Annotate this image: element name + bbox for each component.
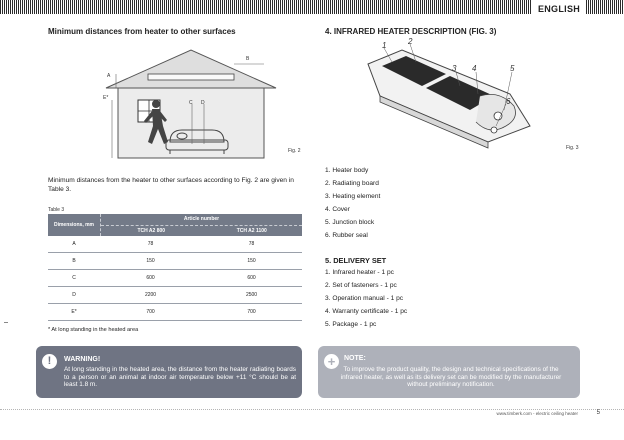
table-footnote: * At long standing in the heated area (48, 327, 139, 333)
table-header (48, 214, 302, 236)
distances-paragraph: Minimum distances from the heater to other surfaces according to Fig. 2 are given in Table 3. (48, 177, 294, 193)
table-row (48, 287, 302, 304)
footer-divider (0, 409, 624, 410)
cell-dim: B (72, 258, 76, 264)
margin-mark (4, 322, 8, 323)
note-box (318, 346, 580, 398)
list-item: 4. Cover (325, 206, 350, 213)
callout-5: 5 (510, 64, 515, 73)
label-D: D (201, 100, 205, 106)
cell-800: 700 (146, 309, 155, 315)
callout-3: 3 (452, 64, 457, 73)
warning-box (36, 346, 302, 398)
plus-icon: + (324, 354, 339, 369)
callout-6: 6 (506, 97, 511, 106)
table-row (48, 270, 302, 287)
label-C: C (189, 100, 193, 106)
label-B: B (246, 56, 250, 62)
cell-800: 600 (146, 275, 155, 281)
callout-4: 4 (472, 64, 477, 73)
warning-title: WARNING! (64, 356, 101, 363)
section-title-distances: Minimum distances from heater to other surfaces (48, 27, 236, 36)
house-roof (106, 50, 276, 88)
warning-text: At long standing in the heated area, the distance from the heater radiating boards to a person or an animal at indoor air temperature below +11 °C should be at least 1.8 m. (64, 366, 296, 389)
cell-800: 78 (147, 241, 154, 247)
fig-3-label: Fig. 3 (566, 145, 579, 151)
cell-dim: C (72, 275, 76, 281)
delivery-list (325, 266, 407, 331)
house-diagram (100, 48, 282, 160)
parts-list (325, 164, 380, 242)
callout-2: 2 (408, 37, 413, 46)
table-row (48, 253, 302, 270)
col-model-1100: TCH A2 1100 (236, 227, 267, 234)
fig-2-label: Fig. 2 (288, 148, 301, 154)
list-item: 3. Heating element (325, 193, 381, 200)
list-item: 3. Operation manual - 1 pc (325, 295, 404, 302)
list-item: 6. Rubber seal (325, 232, 368, 239)
table-label: Table 3 (48, 207, 65, 213)
cell-dim: E* (71, 309, 77, 315)
rubber-seal (491, 127, 497, 133)
list-item: 5. Package - 1 pc (325, 321, 377, 328)
cell-1100: 700 (247, 309, 256, 315)
list-item: 2. Set of fasteners - 1 pc (325, 282, 397, 289)
col-article-number: Article number (101, 214, 302, 226)
list-item: 1. Infrared heater - 1 pc (325, 269, 394, 276)
footer-site: www.timberk.com - electric ceiling heater (496, 411, 578, 416)
language-box (532, 0, 586, 20)
section-title-description: 4. INFRARED HEATER DESCRIPTION (FIG. 3) (325, 27, 497, 36)
exclamation-icon: ! (42, 354, 57, 369)
house-wall (118, 88, 264, 158)
cell-1100: 2500 (245, 292, 258, 298)
delivery-set-title: 5. DELIVERY SET (325, 256, 387, 265)
list-item: 5. Junction block (325, 219, 375, 226)
distance-table (48, 214, 302, 321)
header-stripe (0, 0, 624, 14)
heater-unit (148, 74, 234, 80)
cell-1100: 600 (247, 275, 256, 281)
callout-1: 1 (382, 41, 387, 50)
label-A: A (107, 73, 111, 79)
list-item: 4. Warranty certificate - 1 pc (325, 308, 408, 315)
note-text: To improve the product quality, the design and technical specifications of the infrared heater, as well as its delivery set can be modified by the manufacturer without preliminary notification. (340, 366, 562, 389)
cell-dim: D (72, 292, 76, 298)
label-E: E* (103, 95, 109, 101)
cell-1100: 150 (247, 258, 256, 264)
note-title: NOTE: (344, 355, 366, 362)
heater-diagram (360, 36, 560, 154)
cell-800: 150 (146, 258, 155, 264)
cell-800: 2200 (144, 292, 157, 298)
list-item: 1. Heater body (325, 167, 369, 174)
cell-1100: 78 (248, 241, 255, 247)
language-label: ENGLISH (537, 4, 581, 14)
list-item: 2. Radiating board (325, 180, 379, 187)
cell-dim: A (72, 241, 76, 247)
col-model-800: TCH A2 800 (137, 227, 166, 234)
page-number: 5 (596, 410, 600, 416)
table-row (48, 236, 302, 253)
table-row (48, 304, 302, 321)
col-dimensions: Dimensions, mm (48, 214, 101, 236)
